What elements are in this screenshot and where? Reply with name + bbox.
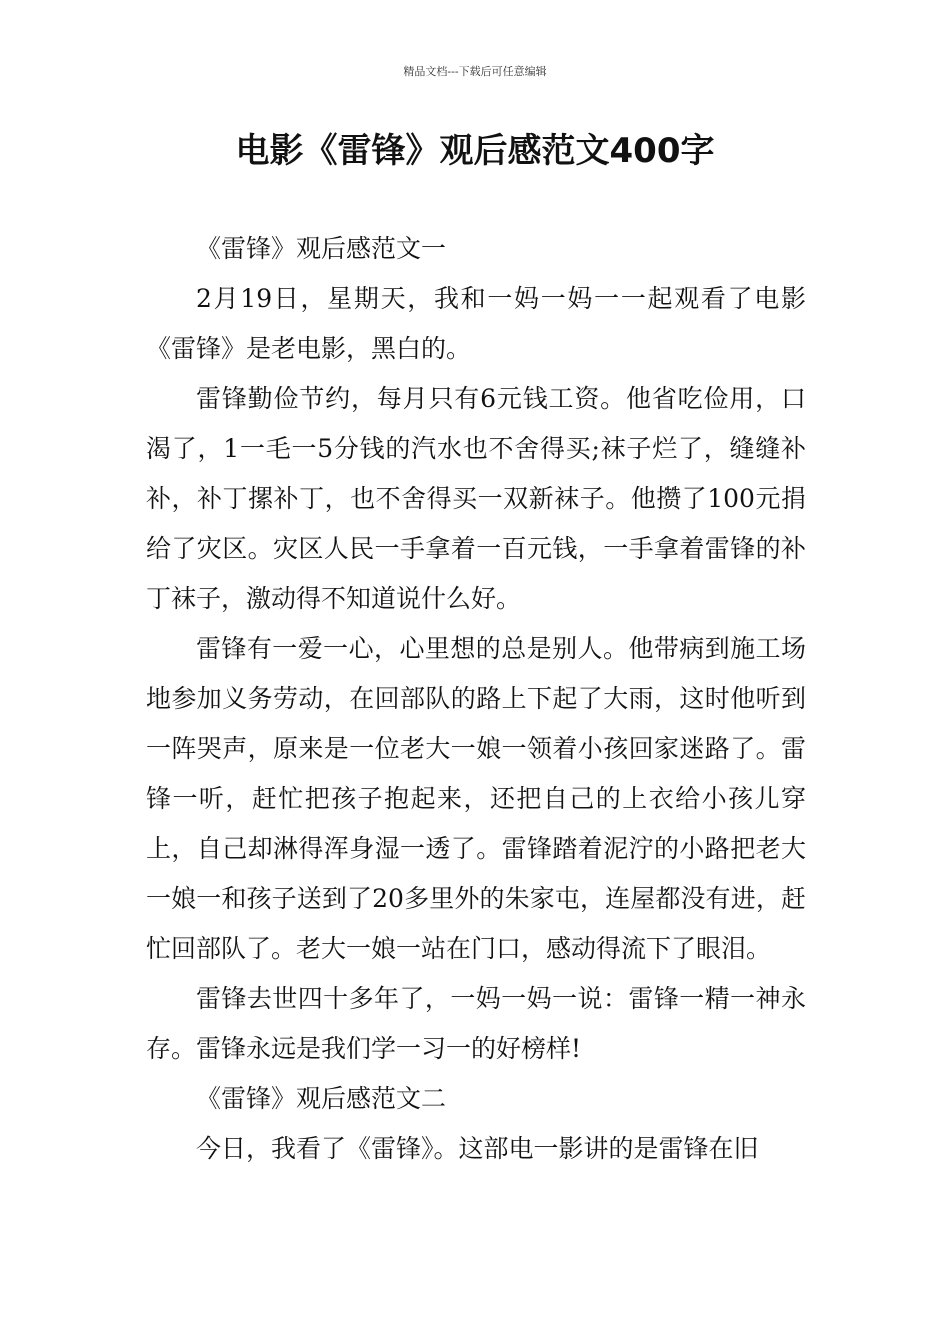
section-heading-2: 《雷锋》观后感范文二 bbox=[196, 1084, 447, 1113]
document-title: 电影《雷锋》观后感范文400字 bbox=[235, 131, 715, 171]
document-body bbox=[146, 224, 806, 1174]
paragraph: 2月19日，星期天，我和一妈一妈一一起观看了电影《雷锋》是老电影，黑白的。 bbox=[146, 284, 806, 363]
header-note: 精品文档---下载后可任意编辑 bbox=[403, 65, 547, 78]
paragraph: 雷锋勤俭节约，每月只有6元钱工资。他省吃俭用，口渴了，1一毛一5分钱的汽水也不舍得买;袜子烂了，缝缝补补，补丁摞补丁，也不舍得买一双新袜子。他攒了100元捐给了灾区。灾区人民一手拿着一百元钱，一手拿着雷锋的补丁袜子，激动得不知道说什么好。 bbox=[146, 384, 806, 613]
paragraph: 雷锋有一爱一心，心里想的总是别人。他带病到施工场地参加义务劳动，在回部队的路上下起了大雨，这时他听到一阵哭声，原来是一位老大一娘一领着小孩回家迷路了。雷锋一听，赶忙把孩子抱起来，还把自己的上衣给小孩儿穿上，自己却淋得浑身湿一透了。雷锋踏着泥泞的小路把老大一娘一和孩子送到了20多里外的朱家屯，连屋都没有进，赶忙回部队了。老大一娘一站在门口，感动得流下了眼泪。 bbox=[146, 634, 806, 963]
section-heading-1: 《雷锋》观后感范文一 bbox=[196, 234, 447, 263]
paragraph: 雷锋去世四十多年了，一妈一妈一说：雷锋一精一神永存。雷锋永远是我们学一习一的好榜样! bbox=[146, 984, 806, 1063]
paragraph: 今日，我看了《雷锋》。这部电一影讲的是雷锋在旧 bbox=[196, 1134, 759, 1163]
